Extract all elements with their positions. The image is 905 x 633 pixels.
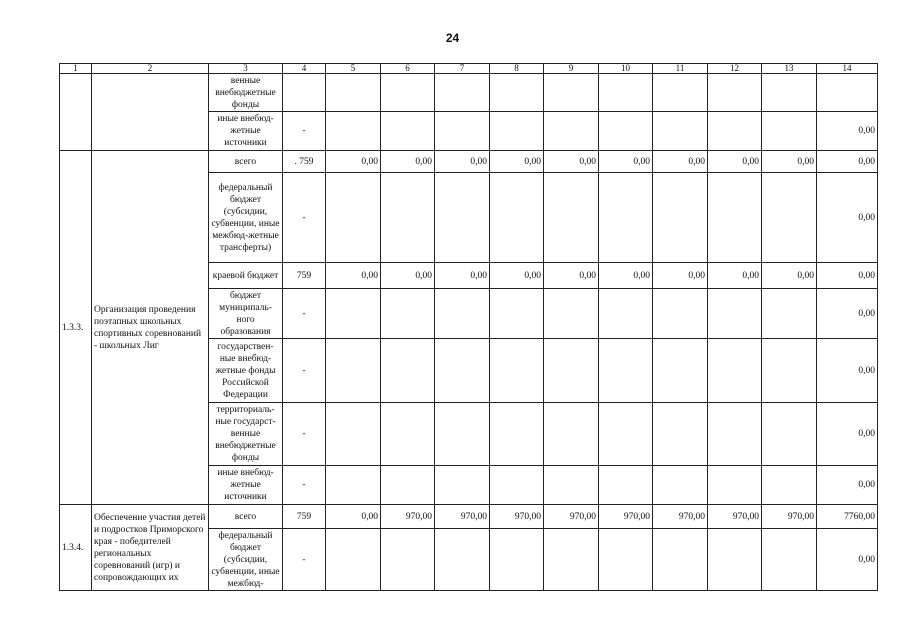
total-cell: 0,00 xyxy=(817,466,878,505)
funding-source-cell: территориаль-ные государст-венные внебюджетные фонды xyxy=(209,403,283,466)
total-cell: 0,00 xyxy=(817,112,878,151)
total-cell: 7760,00 xyxy=(817,505,878,529)
total-cell: 0,00 xyxy=(817,173,878,263)
year-value-cell: 0,00 xyxy=(762,151,817,173)
year-value-cell: 0,00 xyxy=(490,151,544,173)
year-value-cell: 0,00 xyxy=(762,263,817,289)
year-value-cell: 0,00 xyxy=(708,263,762,289)
item-number-cell: 1.3.4. xyxy=(60,505,92,591)
funding-source-cell: государствен-ные внебюд-жетные фонды Российской Федерации xyxy=(209,339,283,403)
year-value-cell: 0,00 xyxy=(326,263,381,289)
header-cell: 4 xyxy=(283,64,326,74)
item-number-cell xyxy=(60,74,92,151)
funding-source-cell: иные внебюд-жетные источники xyxy=(209,112,283,151)
year-value-cell: 0,00 xyxy=(381,263,435,289)
year-value-cell: 970,00 xyxy=(490,505,544,529)
code-cell: - xyxy=(283,289,326,339)
item-name-cell xyxy=(92,74,209,151)
funding-source-cell: федеральный бюджет (субсидии, субвенции, иные межбюд- xyxy=(209,529,283,591)
total-cell: 0,00 xyxy=(817,289,878,339)
table-row xyxy=(60,74,878,112)
header-cell: 5 xyxy=(326,64,381,74)
year-value-cell: 0,00 xyxy=(544,151,599,173)
header-cell: 8 xyxy=(490,64,544,74)
code-cell xyxy=(283,74,326,112)
header-cell: 11 xyxy=(653,64,708,74)
header-cell: 13 xyxy=(762,64,817,74)
funding-source-cell: бюджет муниципаль-ного образования xyxy=(209,289,283,339)
funding-source-cell: всего xyxy=(209,151,283,173)
code-cell: - xyxy=(283,403,326,466)
header-cell: 2 xyxy=(92,64,209,74)
total-cell: 0,00 xyxy=(817,339,878,403)
header-cell: 14 xyxy=(817,64,878,74)
header-cell: 9 xyxy=(544,64,599,74)
code-cell: - xyxy=(283,339,326,403)
funding-source-cell: федеральный бюджет (субсидии, субвенции, иные межбюд-жетные трансферты) xyxy=(209,173,283,263)
year-value-cell: 0,00 xyxy=(490,263,544,289)
header-cell: 1 xyxy=(60,64,92,74)
funding-source-cell: венные внебюджетные фонды xyxy=(209,74,283,112)
year-value-cell: 970,00 xyxy=(762,505,817,529)
code-cell: - xyxy=(283,112,326,151)
year-value-cell: 0,00 xyxy=(653,151,708,173)
total-cell: 0,00 xyxy=(817,263,878,289)
header-cell: 12 xyxy=(708,64,762,74)
total-cell: 0,00 xyxy=(817,151,878,173)
table-row xyxy=(60,505,878,529)
header-cell: 10 xyxy=(599,64,653,74)
year-value-cell: 970,00 xyxy=(381,505,435,529)
funding-source-cell: всего xyxy=(209,505,283,529)
item-name-cell: Обеспечение участия детей и подростков Приморского края - победителей региональных соревнований (игр) и сопровождающих их xyxy=(92,505,209,591)
year-value-cell: 0,00 xyxy=(326,151,381,173)
page-number: 24 xyxy=(445,31,460,45)
year-value-cell: 0,00 xyxy=(708,151,762,173)
header-cell: 7 xyxy=(435,64,490,74)
total-cell: 0,00 xyxy=(817,529,878,591)
table-row xyxy=(60,151,878,173)
year-value-cell: 0,00 xyxy=(544,263,599,289)
year-value-cell: 970,00 xyxy=(599,505,653,529)
year-value-cell: 970,00 xyxy=(435,505,490,529)
year-value-cell: 970,00 xyxy=(708,505,762,529)
year-value-cell: 0,00 xyxy=(435,263,490,289)
code-cell: 759 xyxy=(283,263,326,289)
code-cell: 759 xyxy=(283,505,326,529)
budget-table xyxy=(59,63,878,591)
year-value-cell: 0,00 xyxy=(599,151,653,173)
header-cell: 6 xyxy=(381,64,435,74)
header-cell: 3 xyxy=(209,64,283,74)
total-cell xyxy=(817,74,878,112)
funding-source-cell: иные внебюд-жетные источники xyxy=(209,466,283,505)
code-cell: - xyxy=(283,466,326,505)
code-cell: - xyxy=(283,173,326,263)
year-value-cell: 0,00 xyxy=(326,505,381,529)
year-value-cell: 970,00 xyxy=(544,505,599,529)
year-value-cell: 0,00 xyxy=(435,151,490,173)
item-name-cell: Организация проведения поэтапных школьных спортивных соревнований - школьных Лиг xyxy=(92,151,209,505)
year-value-cell: 0,00 xyxy=(599,263,653,289)
year-value-cell: 0,00 xyxy=(653,263,708,289)
code-cell: - xyxy=(283,529,326,591)
funding-source-cell: краевой бюджет xyxy=(209,263,283,289)
item-number-cell: 1.3.3. xyxy=(60,151,92,505)
code-cell: . 759 xyxy=(283,151,326,173)
year-value-cell: 970,00 xyxy=(653,505,708,529)
header-row xyxy=(60,64,878,74)
total-cell: 0,00 xyxy=(817,403,878,466)
year-value-cell: 0,00 xyxy=(381,151,435,173)
